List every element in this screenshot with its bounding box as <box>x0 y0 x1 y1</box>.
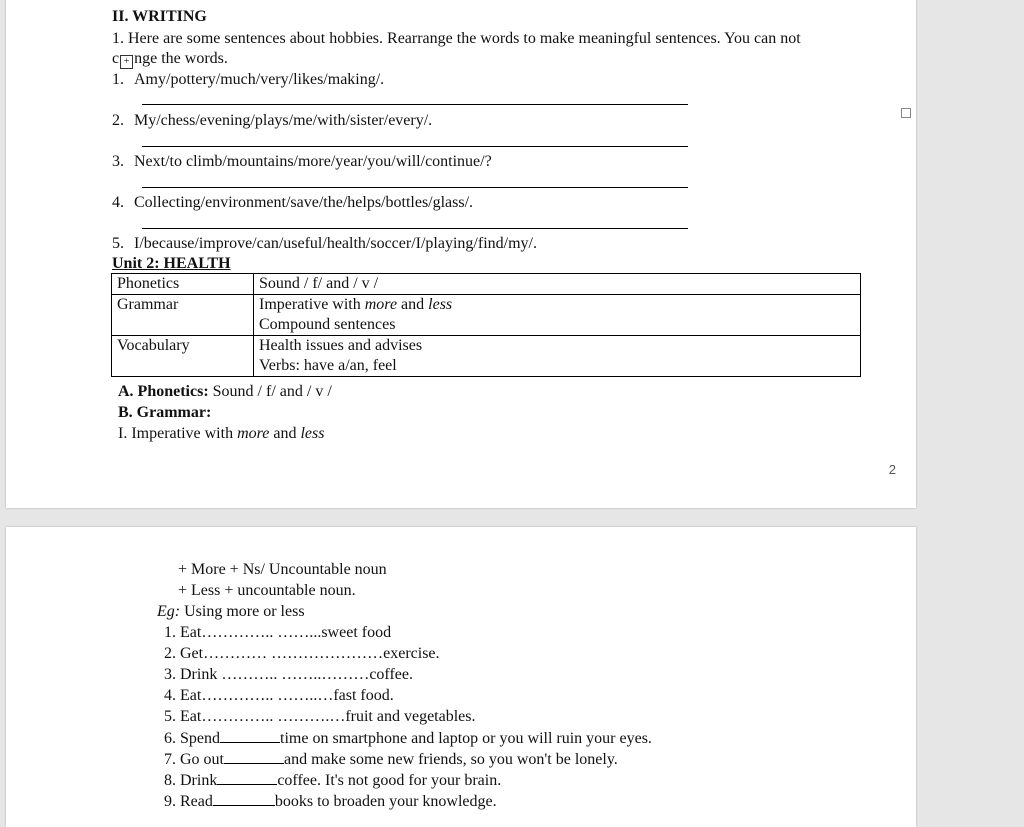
writing-item-4 <box>112 193 473 213</box>
example-line <box>157 602 305 622</box>
text: .sweet food <box>317 624 392 641</box>
phonetics-text: Sound / f/ and / v / <box>208 383 332 400</box>
writing-instruction-line2 <box>112 49 228 69</box>
text: time on smartphone and laptop or you will ruin your eyes. <box>280 730 652 747</box>
table-row <box>112 295 861 336</box>
text: 7. Go out <box>164 751 224 768</box>
item-number: 1. <box>112 71 124 88</box>
text: 8. Drink <box>164 772 218 789</box>
item-number: 3. <box>112 153 124 170</box>
phonetics-section <box>118 382 332 402</box>
text: more <box>364 296 398 313</box>
blank-line[interactable] <box>217 770 277 785</box>
text: books to broaden your knowledge. <box>274 793 497 810</box>
item-text: Amy/pottery/much/very/likes/making/. <box>134 71 385 88</box>
writing-item-3 <box>112 152 492 172</box>
exercise-item-7 <box>164 749 618 770</box>
text: fast food. <box>333 687 394 704</box>
text: I. Imperative with <box>118 425 238 442</box>
item-text: Next/to climb/mountains/more/year/you/will/continue/? <box>134 153 492 170</box>
document-page-1 <box>6 0 916 508</box>
text: and <box>397 296 429 313</box>
move-handle-icon[interactable]: + <box>120 55 133 69</box>
grammar-line-1 <box>259 295 860 315</box>
blank-line[interactable] <box>220 728 280 743</box>
exercise-item-5 <box>164 707 476 727</box>
writing-heading: II. WRITING <box>112 8 207 25</box>
comment-marker-icon[interactable] <box>901 108 911 118</box>
text: coffee. <box>369 666 413 683</box>
text: and <box>269 425 301 442</box>
table-row <box>112 274 861 295</box>
answer-line-2[interactable] <box>142 146 688 147</box>
table-cell: Sound / f/ and / v / <box>254 274 861 295</box>
answer-line-3[interactable] <box>142 187 688 188</box>
exercise-item-4 <box>164 686 394 706</box>
item-number: 4. <box>112 194 124 211</box>
eg-text: Using more or less <box>180 603 305 620</box>
phonetics-heading: A. Phonetics: <box>118 383 209 400</box>
text: more <box>237 425 270 442</box>
grammar-line-2: Compound sentences <box>259 316 396 333</box>
vocab-line-1: Health issues and advises <box>259 337 423 354</box>
table-cell: Vocabulary <box>112 336 254 377</box>
grammar-heading: B. Grammar: <box>118 404 212 421</box>
table-cell: Grammar <box>112 295 254 336</box>
blank-line[interactable] <box>213 791 275 806</box>
exercise-item-1 <box>164 623 391 643</box>
eg-label: Eg: <box>157 603 181 620</box>
text: 2. Get <box>164 645 204 662</box>
fill-dots[interactable]: ………….. ……….… <box>201 708 346 725</box>
fill-dots[interactable]: ………….. ……..… <box>201 687 334 704</box>
text: 9. Read <box>164 793 213 810</box>
unit-overview-table <box>111 273 861 377</box>
item-number: 2. <box>112 112 124 129</box>
item-number: 5. <box>112 235 124 252</box>
exercise-item-2 <box>164 644 440 664</box>
fill-dots[interactable]: ………….. …….. <box>201 624 318 641</box>
page-number: 2 <box>888 462 896 477</box>
text: 6. Spend <box>164 730 220 747</box>
writing-item-5 <box>112 234 537 254</box>
text: less <box>428 296 453 313</box>
table-row <box>112 336 861 377</box>
exercise-item-3 <box>164 665 413 685</box>
blank-line[interactable] <box>224 749 284 764</box>
exercise-item-8 <box>164 770 501 791</box>
item-text: Collecting/environment/save/the/helps/bottles/glass/. <box>134 194 474 211</box>
item-text: I/because/improve/can/useful/health/soccer/I/playing/find/my/. <box>134 235 537 252</box>
text: 1. Eat <box>164 624 202 641</box>
text: fruit and vegetables. <box>345 708 476 725</box>
text: exercise. <box>383 645 440 662</box>
table-cell: Phonetics <box>112 274 254 295</box>
text: 4. Eat <box>164 687 202 704</box>
writing-item-2 <box>112 111 432 131</box>
text: 5. Eat <box>164 708 202 725</box>
item-text: My/chess/evening/plays/me/with/sister/every/. <box>134 112 433 129</box>
text: and make some new friends, so you won't be lonely. <box>284 751 618 768</box>
instruction-rest: nge the words. <box>134 50 228 67</box>
unit-title: Unit 2: HEALTH <box>112 255 231 272</box>
exercise-item-6 <box>164 728 652 749</box>
vocab-line-2: Verbs: have a/an, feel <box>259 357 397 374</box>
text: less <box>300 425 325 442</box>
answer-line-1[interactable] <box>142 104 688 105</box>
writing-item-1 <box>112 70 384 90</box>
exercise-item-9 <box>164 791 497 812</box>
imperative-heading <box>118 424 324 444</box>
document-page-2 <box>6 527 916 827</box>
text: 3. Drink <box>164 666 222 683</box>
rule-less: + Less + uncountable noun. <box>178 582 356 599</box>
text: Imperative with <box>259 296 365 313</box>
rule-more: + More + Ns/ Uncountable noun <box>178 561 387 578</box>
fill-dots[interactable]: ………… ………………… <box>203 645 384 662</box>
writing-instruction-line1: 1. Here are some sentences about hobbies. Rearrange the words to make meaningful sentences. You can not <box>112 30 801 47</box>
table-cell <box>254 295 861 336</box>
instruction-c: c <box>112 50 120 67</box>
text: coffee. It's not good for your brain. <box>277 772 502 789</box>
table-cell <box>254 336 861 377</box>
fill-dots[interactable]: ……….. ……..……… <box>221 666 370 683</box>
answer-line-4[interactable] <box>142 228 688 229</box>
